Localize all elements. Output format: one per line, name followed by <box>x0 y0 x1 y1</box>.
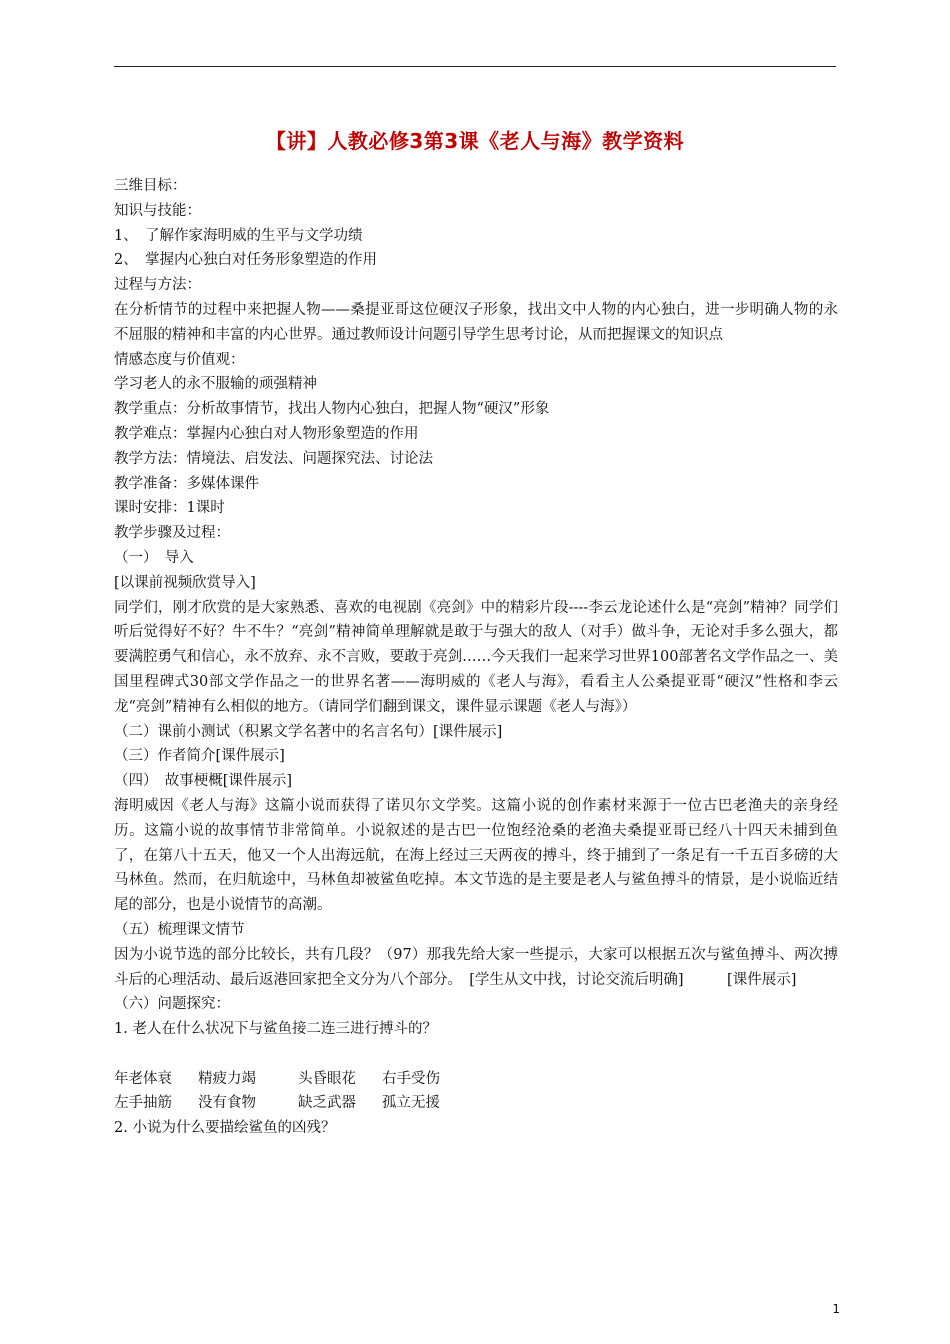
condition-item: 年老体衰 <box>114 1070 172 1087</box>
subheading-knowledge: 知识与技能： <box>114 202 201 219</box>
step-1-note: [以课前视频欣赏导入] <box>114 574 256 591</box>
step-5-heading: （五）梳理课文情节 <box>114 921 245 938</box>
subheading-emotion: 情感态度与价值观： <box>114 351 245 368</box>
conditions-row-2 <box>114 1091 838 1116</box>
step-6-heading: （六）问题探究： <box>114 996 230 1013</box>
condition-item: 头昏眼花 <box>298 1070 356 1087</box>
condition-item: 左手抽筋 <box>114 1095 172 1112</box>
condition-item: 缺乏武器 <box>298 1095 356 1112</box>
step-1-heading: （一） 导入 <box>114 549 194 566</box>
step-3-heading: （三）作者简介[课件展示] <box>114 748 285 765</box>
emotion-text: 学习老人的永不服输的顽强精神 <box>114 376 317 393</box>
section-heading-goals: 三维目标： <box>114 178 187 194</box>
step-2-heading: （二）课前小测试（积累文学名著中的名言名句）[课件展示] <box>114 723 503 740</box>
condition-item: 精疲力竭 <box>198 1070 256 1087</box>
process-paragraph: 在分析情节的过程中来把握人物——桑提亚哥这位硬汉子形象，找出文中人物的内心独白，进一步明确人物的永不屈服的精神和丰富的内心世界。通过教师设计问题引导学生思考讨论，从而把握课文的知识点 <box>114 301 838 343</box>
section-heading-steps: 教学步骤及过程： <box>114 525 230 542</box>
teaching-preparation: 教学准备：多媒体课件 <box>114 475 259 492</box>
teaching-difficulty: 教学难点：掌握内心独白对人物形象塑造的作用 <box>114 425 419 442</box>
document-body <box>114 174 838 1141</box>
teaching-focus: 教学重点：分析故事情节，找出人物内心独白，把握人物“硬汉”形象 <box>114 401 550 418</box>
document-title: 【讲】人教必修3第3课《老人与海》教学资料 <box>265 129 685 153</box>
step-4-paragraph: 海明威因《老人与海》这篇小说而获得了诺贝尔文学奖。这篇小说的创作素材来源于一位古巴老渔夫的亲身经历。这篇小说的故事情节非常简单。小说叙述的是古巴一位饱经沧桑的老渔夫桑提亚哥已经八十四天未捕到鱼了，在第八十五天，他又一个人出海远航，在海上经过三天两夜的搏斗，终于捕到了一条足有一千五百多磅的大马林鱼。然而，在归航途中，马林鱼却被鲨鱼吃掉。本文节选的是主要是老人与鲨鱼搏斗的情景，是小说临近结尾的部分，也是小说情节的高潮。 <box>114 797 838 914</box>
step-1-paragraph: 同学们，刚才欣赏的是大家熟悉、喜欢的电视剧《亮剑》中的精彩片段----李云龙论述什么是“亮剑”精神？同学们听后觉得好不好？牛不牛？“亮剑”精神简单理解就是敢于与强大的敌人（对手）做斗争，无论对手多么强大，都要满腔勇气和信心，永不放弃、永不言败，要敢于亮剑……今天我们一起来学习世界100部著名文学作品之一、美国里程碑式30部文学作品之一的世界名著——海明威的《老人与海》，看看主人公桑提亚哥“硬汉”性格和李云龙“亮剑”精神有么相似的地方。（请同学们翻到课文，课件显示课题《老人与海》） <box>114 599 838 715</box>
teaching-method: 教学方法：情境法、启发法、问题探究法、讨论法 <box>114 450 433 467</box>
knowledge-item-2: 2、 掌握内心独白对任务形象塑造的作用 <box>114 252 377 269</box>
condition-item: 右手受伤 <box>382 1070 440 1087</box>
page-number: 1 <box>832 1302 840 1316</box>
conditions-row-1 <box>114 1067 838 1092</box>
condition-item: 没有食物 <box>198 1095 256 1112</box>
class-hours: 课时安排：1课时 <box>114 500 225 517</box>
subheading-process: 过程与方法： <box>114 277 201 294</box>
question-1: 1. 老人在什么状况下与鲨鱼接二连三进行搏斗的？ <box>114 1021 437 1038</box>
header-rule <box>114 66 836 67</box>
blank-line <box>114 1042 838 1067</box>
condition-item: 孤立无援 <box>382 1095 440 1112</box>
step-4-heading: （四） 故事梗概[课件展示] <box>114 773 293 790</box>
step-5-paragraph: 因为小说节选的部分比较长，共有几段？（97）那我先给大家一些提示，大家可以根据五次与鲨鱼搏斗、两次搏斗后的心理活动、最后返港回家把全文分为八个部分。 [学生从文中找，讨论交流后明确] [课件展示] <box>114 946 838 988</box>
knowledge-item-1: 1、 了解作家海明威的生平与文学功绩 <box>114 227 363 244</box>
question-2: 2. 小说为什么要描绘鲨鱼的凶残？ <box>114 1120 336 1137</box>
